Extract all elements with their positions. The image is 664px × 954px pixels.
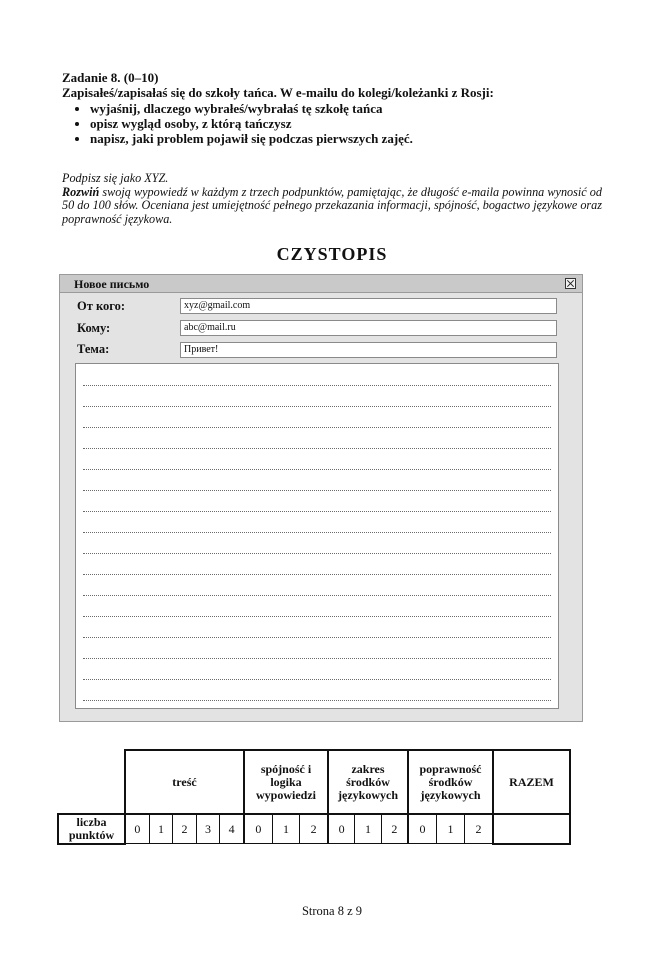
- writing-line: [83, 385, 551, 386]
- writing-line: [83, 553, 551, 554]
- task-bullet: • wyjaśnij, dlaczego wybrałeś/wybrałaś tę szkołę tańca: [90, 101, 602, 116]
- score-cell: 4: [220, 814, 244, 844]
- header-poprawnosc: poprawność środków językowych: [408, 750, 493, 814]
- score-cell: 0: [328, 814, 355, 844]
- writing-line: [83, 595, 551, 596]
- email-window: [59, 274, 583, 722]
- email-body[interactable]: [75, 363, 559, 709]
- score-cell: 1: [149, 814, 173, 844]
- to-field[interactable]: abc@mail.ru: [180, 320, 557, 336]
- writing-line: [83, 658, 551, 659]
- score-cell: 1: [355, 814, 381, 844]
- score-cell: 2: [173, 814, 197, 844]
- from-label: От кого:: [77, 299, 126, 313]
- score-cell: 0: [244, 814, 272, 844]
- score-cell: 0: [125, 814, 149, 844]
- page-footer: Strona 8 z 9: [301, 904, 363, 918]
- to-label: Кому:: [77, 321, 111, 335]
- writing-line: [83, 532, 551, 533]
- subject-field[interactable]: Привет!: [180, 342, 557, 358]
- develop-text: swoją wypowiedź w każdym z trzech podpunktów, pamiętając, że długość e-maila powinna wynosić od 50 do 100 słów. Oceniana jest umiejętność pełnego przekazania informacji, spójność, bogactwo językowe oraz poprawność językowa.: [62, 184, 602, 226]
- task-bullet: • napisz, jaki problem pojawił się podczas pierwszych zajęć.: [90, 131, 602, 146]
- writing-line: [83, 679, 551, 680]
- from-field[interactable]: xyz@gmail.com: [180, 298, 557, 314]
- email-titlebar: [60, 275, 582, 293]
- task-block: [62, 70, 602, 146]
- header-razem: RAZEM: [493, 750, 570, 814]
- header-tresc: treść: [125, 750, 244, 814]
- score-cell: 0: [408, 814, 437, 844]
- writing-line: [83, 700, 551, 701]
- close-icon[interactable]: [565, 278, 576, 289]
- writing-line: [83, 616, 551, 617]
- develop-keyword: Rozwiń: [62, 184, 100, 199]
- email-window-title: Новое письмо: [74, 277, 150, 291]
- writing-line: [83, 406, 551, 407]
- razem-cell: [493, 814, 570, 844]
- writing-line: [83, 469, 551, 470]
- writing-line: [83, 427, 551, 428]
- writing-line: [83, 574, 551, 575]
- score-cell: 1: [272, 814, 300, 844]
- develop-instruction: [62, 186, 602, 227]
- score-cell: 2: [381, 814, 408, 844]
- task-bullets: [62, 101, 602, 146]
- header-zakres: zakres środków językowych: [328, 750, 408, 814]
- task-instructions: [62, 172, 602, 226]
- score-cell: 1: [437, 814, 465, 844]
- writing-line: [83, 490, 551, 491]
- writing-line: [83, 448, 551, 449]
- task-title: Zadanie 8. (0–10): [62, 70, 159, 85]
- writing-line: [83, 637, 551, 638]
- score-cell: 3: [196, 814, 220, 844]
- section-heading: CZYSTOPIS: [276, 244, 388, 264]
- empty-corner-cell: [58, 750, 125, 814]
- score-cell: 2: [464, 814, 493, 844]
- score-cell: 2: [300, 814, 328, 844]
- task-intro: Zapisałeś/zapisałaś się do szkoły tańca. W e-mailu do kolegi/koleżanki z Rosji:: [62, 85, 494, 100]
- task-bullet: • opisz wygląd osoby, z którą tańczysz: [90, 116, 602, 131]
- subject-label: Тема:: [77, 342, 110, 356]
- header-spojnosc: spójność i logika wypowiedzi: [244, 750, 328, 814]
- writing-line: [83, 511, 551, 512]
- row-label-points: liczba punktów: [58, 814, 125, 844]
- sign-instruction: Podpisz się jako XYZ.: [62, 171, 169, 185]
- score-table: [57, 749, 571, 845]
